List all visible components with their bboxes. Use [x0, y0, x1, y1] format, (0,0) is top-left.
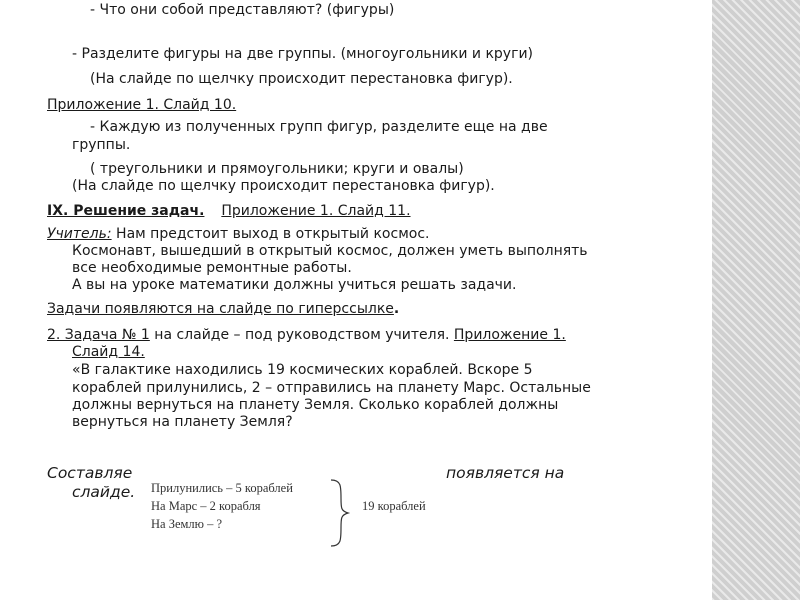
- text-line-12: все необходимые ремонтные работы.: [72, 260, 352, 276]
- hyperlink-text: Задачи появляются на слайде по гиперссылке: [47, 301, 394, 317]
- scheme-item-moon: Прилунились – 5 кораблей: [151, 481, 293, 495]
- slide-14-label: Слайд 14.: [72, 344, 145, 360]
- task-description: на слайде – под руководством учителя.: [149, 327, 454, 343]
- task-line: [47, 327, 566, 343]
- decorative-side-stripe: [712, 0, 800, 600]
- scheme-item-mars: На Марс – 2 корабля: [151, 499, 261, 513]
- problem-line-3: должны вернуться на планету Земля. Сколько кораблей должны: [72, 397, 559, 413]
- scheme-total: 19 кораблей: [362, 499, 426, 513]
- curly-brace-icon: [327, 478, 351, 548]
- task-number: 2. Задача № 1: [47, 327, 150, 343]
- appendix-slide-10: Приложение 1. Слайд 10.: [47, 97, 237, 113]
- teacher-speech: Нам предстоит выход в открытый космос.: [111, 226, 430, 242]
- teacher-label: Учитель:: [47, 226, 112, 242]
- text-line-3: (На слайде по щелчку происходит перестановка фигур).: [90, 71, 513, 87]
- appendix-slide-11: Приложение 1. Слайд 11.: [221, 203, 411, 219]
- text-line-2: - Разделите фигуры на две группы. (многоугольники и круги): [72, 46, 534, 62]
- hyperlink-period: .: [393, 301, 400, 317]
- text-line-5: - Каждую из полученных групп фигур, разделите еще на две: [90, 119, 548, 135]
- text-line-1: - Что они собой представляют? (фигуры): [90, 2, 395, 18]
- scheme-item-earth: На Землю – ?: [151, 517, 223, 531]
- section-title: IX. Решение задач.: [47, 203, 205, 219]
- on-slide-text: слайде.: [72, 483, 136, 501]
- text-line-8: (На слайде по щелчку происходит перестановка фигур).: [72, 178, 495, 194]
- text-line-11: Космонавт, вышедший в открытый космос, должен уметь выполнять: [72, 243, 588, 259]
- appears-text: появляется на: [446, 464, 565, 482]
- compose-text: Составляе: [47, 464, 133, 482]
- text-line-6: группы.: [72, 137, 131, 153]
- text-line-13: А вы на уроке математики должны учиться решать задачи.: [72, 277, 517, 293]
- text-line-7: ( треугольники и прямоугольники; круги и овалы): [90, 161, 464, 177]
- problem-line-1: «В галактике находились 19 космических кораблей. Вскоре 5: [72, 362, 533, 378]
- appendix-1-link: Приложение 1.: [453, 327, 566, 343]
- teacher-line: [47, 226, 429, 242]
- problem-line-2: кораблей прилунились, 2 – отправились на планету Марс. Остальные: [72, 380, 591, 396]
- section-heading-line: [47, 203, 411, 219]
- problem-line-4: вернуться на планету Земля?: [72, 414, 293, 430]
- hyperlink-line: [47, 301, 399, 317]
